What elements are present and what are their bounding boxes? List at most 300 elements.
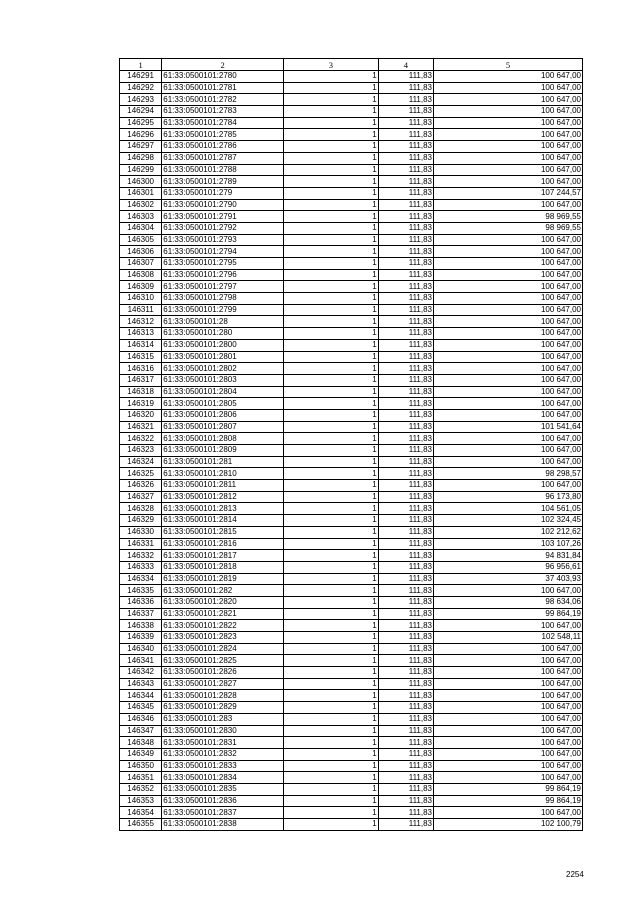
count-cell: 1 — [284, 445, 379, 457]
area-cell: 111,83 — [378, 409, 433, 421]
cadastral-number: 61:33:0500101:2817 — [162, 550, 284, 562]
row-number: 146336 — [120, 596, 162, 608]
value-cell: 100 647,00 — [434, 71, 583, 83]
count-cell: 1 — [284, 117, 379, 129]
row-number: 146302 — [120, 199, 162, 211]
value-cell: 100 647,00 — [434, 82, 583, 94]
row-number: 146311 — [120, 304, 162, 316]
count-cell: 1 — [284, 363, 379, 375]
area-cell: 111,83 — [378, 819, 433, 831]
cadastral-number: 61:33:0500101:2837 — [162, 807, 284, 819]
table-row — [120, 187, 583, 199]
cadastral-number: 61:33:0500101:2799 — [162, 304, 284, 316]
table-row — [120, 795, 583, 807]
row-number: 146354 — [120, 807, 162, 819]
table-row — [120, 445, 583, 457]
cadastral-number: 61:33:0500101:2802 — [162, 363, 284, 375]
cadastral-number: 61:33:0500101:2814 — [162, 515, 284, 527]
count-cell: 1 — [284, 351, 379, 363]
cadastral-number: 61:33:0500101:2798 — [162, 293, 284, 305]
cadastral-number: 61:33:0500101:2830 — [162, 725, 284, 737]
value-cell: 99 864,19 — [434, 783, 583, 795]
value-cell: 100 647,00 — [434, 328, 583, 340]
table-row — [120, 748, 583, 760]
area-cell: 111,83 — [378, 468, 433, 480]
table-row — [120, 246, 583, 258]
row-number: 146325 — [120, 468, 162, 480]
value-cell: 102 548,11 — [434, 632, 583, 644]
area-cell: 111,83 — [378, 491, 433, 503]
area-cell: 111,83 — [378, 211, 433, 223]
area-cell: 111,83 — [378, 246, 433, 258]
count-cell: 1 — [284, 328, 379, 340]
area-cell: 111,83 — [378, 748, 433, 760]
area-cell: 111,83 — [378, 82, 433, 94]
area-cell: 111,83 — [378, 573, 433, 585]
value-cell: 104 561,05 — [434, 503, 583, 515]
table-row — [120, 106, 583, 118]
cadastral-number: 61:33:0500101:2786 — [162, 141, 284, 153]
value-cell: 100 647,00 — [434, 807, 583, 819]
row-number: 146305 — [120, 234, 162, 246]
value-cell: 100 647,00 — [434, 772, 583, 784]
table-row — [120, 737, 583, 749]
value-cell: 100 647,00 — [434, 386, 583, 398]
cadastral-number: 61:33:0500101:2832 — [162, 748, 284, 760]
table-row — [120, 421, 583, 433]
cadastral-number: 61:33:0500101:2781 — [162, 82, 284, 94]
cadastral-number: 61:33:0500101:280 — [162, 328, 284, 340]
table-row — [120, 725, 583, 737]
value-cell: 100 647,00 — [434, 339, 583, 351]
table-row — [120, 620, 583, 632]
count-cell: 1 — [284, 573, 379, 585]
row-number: 146344 — [120, 690, 162, 702]
row-number: 146307 — [120, 258, 162, 270]
cadastral-number: 61:33:0500101:2788 — [162, 164, 284, 176]
row-number: 146294 — [120, 106, 162, 118]
row-number: 146332 — [120, 550, 162, 562]
table-row — [120, 608, 583, 620]
cadastral-number: 61:33:0500101:281 — [162, 456, 284, 468]
value-cell: 37 403,93 — [434, 573, 583, 585]
area-cell: 111,83 — [378, 643, 433, 655]
table-row — [120, 550, 583, 562]
row-number: 146324 — [120, 456, 162, 468]
column-header-5: 5 — [434, 59, 583, 71]
count-cell: 1 — [284, 187, 379, 199]
cadastral-number: 61:33:0500101:2797 — [162, 281, 284, 293]
value-cell: 100 647,00 — [434, 713, 583, 725]
area-cell: 111,83 — [378, 164, 433, 176]
value-cell: 100 647,00 — [434, 702, 583, 714]
cadastral-number: 61:33:0500101:2826 — [162, 667, 284, 679]
cadastral-number: 61:33:0500101:2818 — [162, 561, 284, 573]
area-cell: 111,83 — [378, 772, 433, 784]
row-number: 146320 — [120, 409, 162, 421]
cadastral-number: 61:33:0500101:2811 — [162, 480, 284, 492]
row-number: 146327 — [120, 491, 162, 503]
table-row — [120, 222, 583, 234]
row-number: 146329 — [120, 515, 162, 527]
row-number: 146322 — [120, 433, 162, 445]
cadastral-number: 61:33:0500101:2809 — [162, 445, 284, 457]
table-row — [120, 526, 583, 538]
table-row — [120, 398, 583, 410]
area-cell: 111,83 — [378, 655, 433, 667]
area-cell: 111,83 — [378, 176, 433, 188]
area-cell: 111,83 — [378, 783, 433, 795]
cadastral-number: 61:33:0500101:2820 — [162, 596, 284, 608]
count-cell: 1 — [284, 655, 379, 667]
value-cell: 100 647,00 — [434, 456, 583, 468]
cadastral-number: 61:33:0500101:2808 — [162, 433, 284, 445]
area-cell: 111,83 — [378, 304, 433, 316]
cadastral-number: 61:33:0500101:2813 — [162, 503, 284, 515]
count-cell: 1 — [284, 293, 379, 305]
table-row — [120, 596, 583, 608]
count-cell: 1 — [284, 316, 379, 328]
table-row — [120, 772, 583, 784]
table-row — [120, 258, 583, 270]
table-row — [120, 129, 583, 141]
area-cell: 111,83 — [378, 222, 433, 234]
count-cell: 1 — [284, 398, 379, 410]
table-row — [120, 456, 583, 468]
row-number: 146330 — [120, 526, 162, 538]
value-cell: 100 647,00 — [434, 141, 583, 153]
table-row — [120, 713, 583, 725]
count-cell: 1 — [284, 748, 379, 760]
row-number: 146342 — [120, 667, 162, 679]
value-cell: 103 107,26 — [434, 538, 583, 550]
row-number: 146321 — [120, 421, 162, 433]
area-cell: 111,83 — [378, 585, 433, 597]
area-cell: 111,83 — [378, 678, 433, 690]
area-cell: 111,83 — [378, 94, 433, 106]
value-cell: 102 212,62 — [434, 526, 583, 538]
table-row — [120, 643, 583, 655]
row-number: 146314 — [120, 339, 162, 351]
value-cell: 107 244,57 — [434, 187, 583, 199]
value-cell: 100 647,00 — [434, 655, 583, 667]
row-number: 146323 — [120, 445, 162, 457]
count-cell: 1 — [284, 783, 379, 795]
value-cell: 100 647,00 — [434, 363, 583, 375]
table-row — [120, 585, 583, 597]
value-cell: 102 100,79 — [434, 819, 583, 831]
area-cell: 111,83 — [378, 269, 433, 281]
row-number: 146346 — [120, 713, 162, 725]
table-row — [120, 293, 583, 305]
area-cell: 111,83 — [378, 293, 433, 305]
row-number: 146304 — [120, 222, 162, 234]
cadastral-number: 61:33:0500101:2836 — [162, 795, 284, 807]
cadastral-number: 61:33:0500101:2834 — [162, 772, 284, 784]
row-number: 146312 — [120, 316, 162, 328]
count-cell: 1 — [284, 176, 379, 188]
cadastral-number: 61:33:0500101:283 — [162, 713, 284, 725]
value-cell: 100 647,00 — [434, 351, 583, 363]
count-cell: 1 — [284, 678, 379, 690]
row-number: 146345 — [120, 702, 162, 714]
value-cell: 100 647,00 — [434, 480, 583, 492]
cadastral-number: 61:33:0500101:2825 — [162, 655, 284, 667]
value-cell: 98 969,55 — [434, 211, 583, 223]
cadastral-number: 61:33:0500101:2791 — [162, 211, 284, 223]
value-cell: 100 647,00 — [434, 737, 583, 749]
row-number: 146337 — [120, 608, 162, 620]
cadastral-number: 61:33:0500101:282 — [162, 585, 284, 597]
row-number: 146318 — [120, 386, 162, 398]
cadastral-number: 61:33:0500101:2790 — [162, 199, 284, 211]
value-cell: 100 647,00 — [434, 398, 583, 410]
table-row — [120, 632, 583, 644]
value-cell: 96 956,61 — [434, 561, 583, 573]
row-number: 146298 — [120, 152, 162, 164]
area-cell: 111,83 — [378, 187, 433, 199]
count-cell: 1 — [284, 643, 379, 655]
cadastral-number: 61:33:0500101:2803 — [162, 374, 284, 386]
area-cell: 111,83 — [378, 328, 433, 340]
count-cell: 1 — [284, 480, 379, 492]
count-cell: 1 — [284, 772, 379, 784]
value-cell: 100 647,00 — [434, 94, 583, 106]
row-number: 146353 — [120, 795, 162, 807]
count-cell: 1 — [284, 632, 379, 644]
cadastral-number: 61:33:0500101:2827 — [162, 678, 284, 690]
area-cell: 111,83 — [378, 515, 433, 527]
value-cell: 100 647,00 — [434, 760, 583, 772]
value-cell: 96 173,80 — [434, 491, 583, 503]
row-number: 146349 — [120, 748, 162, 760]
area-cell: 111,83 — [378, 725, 433, 737]
cadastral-number: 61:33:0500101:2795 — [162, 258, 284, 270]
column-header-1: 1 — [120, 59, 162, 71]
count-cell: 1 — [284, 258, 379, 270]
area-cell: 111,83 — [378, 106, 433, 118]
table-row — [120, 409, 583, 421]
table-row — [120, 480, 583, 492]
table-row — [120, 339, 583, 351]
area-cell: 111,83 — [378, 550, 433, 562]
area-cell: 111,83 — [378, 690, 433, 702]
value-cell: 94 831,84 — [434, 550, 583, 562]
count-cell: 1 — [284, 106, 379, 118]
value-cell: 100 647,00 — [434, 281, 583, 293]
area-cell: 111,83 — [378, 339, 433, 351]
table-row — [120, 491, 583, 503]
count-cell: 1 — [284, 304, 379, 316]
area-cell: 111,83 — [378, 760, 433, 772]
count-cell: 1 — [284, 561, 379, 573]
cadastral-number: 61:33:0500101:2792 — [162, 222, 284, 234]
area-cell: 111,83 — [378, 374, 433, 386]
value-cell: 100 647,00 — [434, 199, 583, 211]
count-cell: 1 — [284, 234, 379, 246]
table-row — [120, 468, 583, 480]
count-cell: 1 — [284, 620, 379, 632]
value-cell: 100 647,00 — [434, 620, 583, 632]
value-cell: 98 969,55 — [434, 222, 583, 234]
area-cell: 111,83 — [378, 281, 433, 293]
value-cell: 102 324,45 — [434, 515, 583, 527]
table-row — [120, 760, 583, 772]
row-number: 146334 — [120, 573, 162, 585]
table-row — [120, 94, 583, 106]
value-cell: 100 647,00 — [434, 374, 583, 386]
value-cell: 100 647,00 — [434, 246, 583, 258]
count-cell: 1 — [284, 141, 379, 153]
value-cell: 100 647,00 — [434, 409, 583, 421]
row-number: 146301 — [120, 187, 162, 199]
area-cell: 111,83 — [378, 141, 433, 153]
area-cell: 111,83 — [378, 702, 433, 714]
area-cell: 111,83 — [378, 386, 433, 398]
cadastral-number: 61:33:0500101:2831 — [162, 737, 284, 749]
cadastral-number: 61:33:0500101:2824 — [162, 643, 284, 655]
value-cell: 100 647,00 — [434, 643, 583, 655]
value-cell: 99 864,19 — [434, 608, 583, 620]
cadastral-number: 61:33:0500101:2833 — [162, 760, 284, 772]
row-number: 146355 — [120, 819, 162, 831]
table-row — [120, 269, 583, 281]
table-row — [120, 386, 583, 398]
cadastral-number: 61:33:0500101:2821 — [162, 608, 284, 620]
table-row — [120, 819, 583, 831]
area-cell: 111,83 — [378, 71, 433, 83]
row-number: 146296 — [120, 129, 162, 141]
area-cell: 111,83 — [378, 608, 433, 620]
value-cell: 100 647,00 — [434, 304, 583, 316]
count-cell: 1 — [284, 737, 379, 749]
area-cell: 111,83 — [378, 632, 433, 644]
row-number: 146315 — [120, 351, 162, 363]
row-number: 146340 — [120, 643, 162, 655]
value-cell: 100 647,00 — [434, 164, 583, 176]
cadastral-number: 61:33:0500101:2800 — [162, 339, 284, 351]
area-cell: 111,83 — [378, 807, 433, 819]
document-sheet — [119, 58, 640, 831]
table-row — [120, 538, 583, 550]
count-cell: 1 — [284, 807, 379, 819]
count-cell: 1 — [284, 596, 379, 608]
area-cell: 111,83 — [378, 234, 433, 246]
area-cell: 111,83 — [378, 561, 433, 573]
row-number: 146333 — [120, 561, 162, 573]
row-number: 146352 — [120, 783, 162, 795]
table-row — [120, 152, 583, 164]
cadastral-number: 61:33:0500101:2816 — [162, 538, 284, 550]
row-number: 146351 — [120, 772, 162, 784]
value-cell: 100 647,00 — [434, 176, 583, 188]
row-number: 146339 — [120, 632, 162, 644]
cadastral-number: 61:33:0500101:2810 — [162, 468, 284, 480]
table-row — [120, 503, 583, 515]
row-number: 146293 — [120, 94, 162, 106]
count-cell: 1 — [284, 246, 379, 258]
area-cell: 111,83 — [378, 526, 433, 538]
area-cell: 111,83 — [378, 152, 433, 164]
table-row — [120, 117, 583, 129]
value-cell: 100 647,00 — [434, 129, 583, 141]
area-cell: 111,83 — [378, 433, 433, 445]
table-row — [120, 176, 583, 188]
table-row — [120, 211, 583, 223]
table-row — [120, 561, 583, 573]
area-cell: 111,83 — [378, 620, 433, 632]
row-number: 146295 — [120, 117, 162, 129]
cadastral-number: 61:33:0500101:2815 — [162, 526, 284, 538]
cadastral-number: 61:33:0500101:2789 — [162, 176, 284, 188]
area-cell: 111,83 — [378, 503, 433, 515]
area-cell: 111,83 — [378, 117, 433, 129]
value-cell: 98 634,06 — [434, 596, 583, 608]
row-number: 146299 — [120, 164, 162, 176]
table-row — [120, 363, 583, 375]
count-cell: 1 — [284, 713, 379, 725]
table-row — [120, 164, 583, 176]
row-number: 146297 — [120, 141, 162, 153]
cadastral-number: 61:33:0500101:2835 — [162, 783, 284, 795]
cadastral-number: 61:33:0500101:2793 — [162, 234, 284, 246]
area-cell: 111,83 — [378, 363, 433, 375]
count-cell: 1 — [284, 795, 379, 807]
value-cell: 100 647,00 — [434, 269, 583, 281]
table-row — [120, 351, 583, 363]
row-number: 146335 — [120, 585, 162, 597]
count-cell: 1 — [284, 71, 379, 83]
count-cell: 1 — [284, 585, 379, 597]
table-row — [120, 655, 583, 667]
cadastral-number: 61:33:0500101:2823 — [162, 632, 284, 644]
column-header-2: 2 — [162, 59, 284, 71]
count-cell: 1 — [284, 515, 379, 527]
count-cell: 1 — [284, 433, 379, 445]
page-number: 2254 — [566, 870, 584, 879]
area-cell: 111,83 — [378, 199, 433, 211]
row-number: 146341 — [120, 655, 162, 667]
area-cell: 111,83 — [378, 421, 433, 433]
row-number: 146348 — [120, 737, 162, 749]
cadastral-number: 61:33:0500101:2807 — [162, 421, 284, 433]
table-row — [120, 702, 583, 714]
area-cell: 111,83 — [378, 667, 433, 679]
row-number: 146317 — [120, 374, 162, 386]
cadastral-number: 61:33:0500101:2828 — [162, 690, 284, 702]
row-number: 146306 — [120, 246, 162, 258]
count-cell: 1 — [284, 386, 379, 398]
count-cell: 1 — [284, 503, 379, 515]
cadastral-number: 61:33:0500101:2782 — [162, 94, 284, 106]
count-cell: 1 — [284, 456, 379, 468]
row-number: 146350 — [120, 760, 162, 772]
area-cell: 111,83 — [378, 398, 433, 410]
table-row — [120, 783, 583, 795]
cadastral-number: 61:33:0500101:2796 — [162, 269, 284, 281]
registry-table — [119, 58, 583, 831]
value-cell: 100 647,00 — [434, 445, 583, 457]
count-cell: 1 — [284, 94, 379, 106]
value-cell: 100 647,00 — [434, 725, 583, 737]
cadastral-number: 61:33:0500101:2806 — [162, 409, 284, 421]
value-cell: 100 647,00 — [434, 690, 583, 702]
row-number: 146291 — [120, 71, 162, 83]
cadastral-number: 61:33:0500101:2801 — [162, 351, 284, 363]
table-row — [120, 573, 583, 585]
area-cell: 111,83 — [378, 538, 433, 550]
value-cell: 100 647,00 — [434, 316, 583, 328]
